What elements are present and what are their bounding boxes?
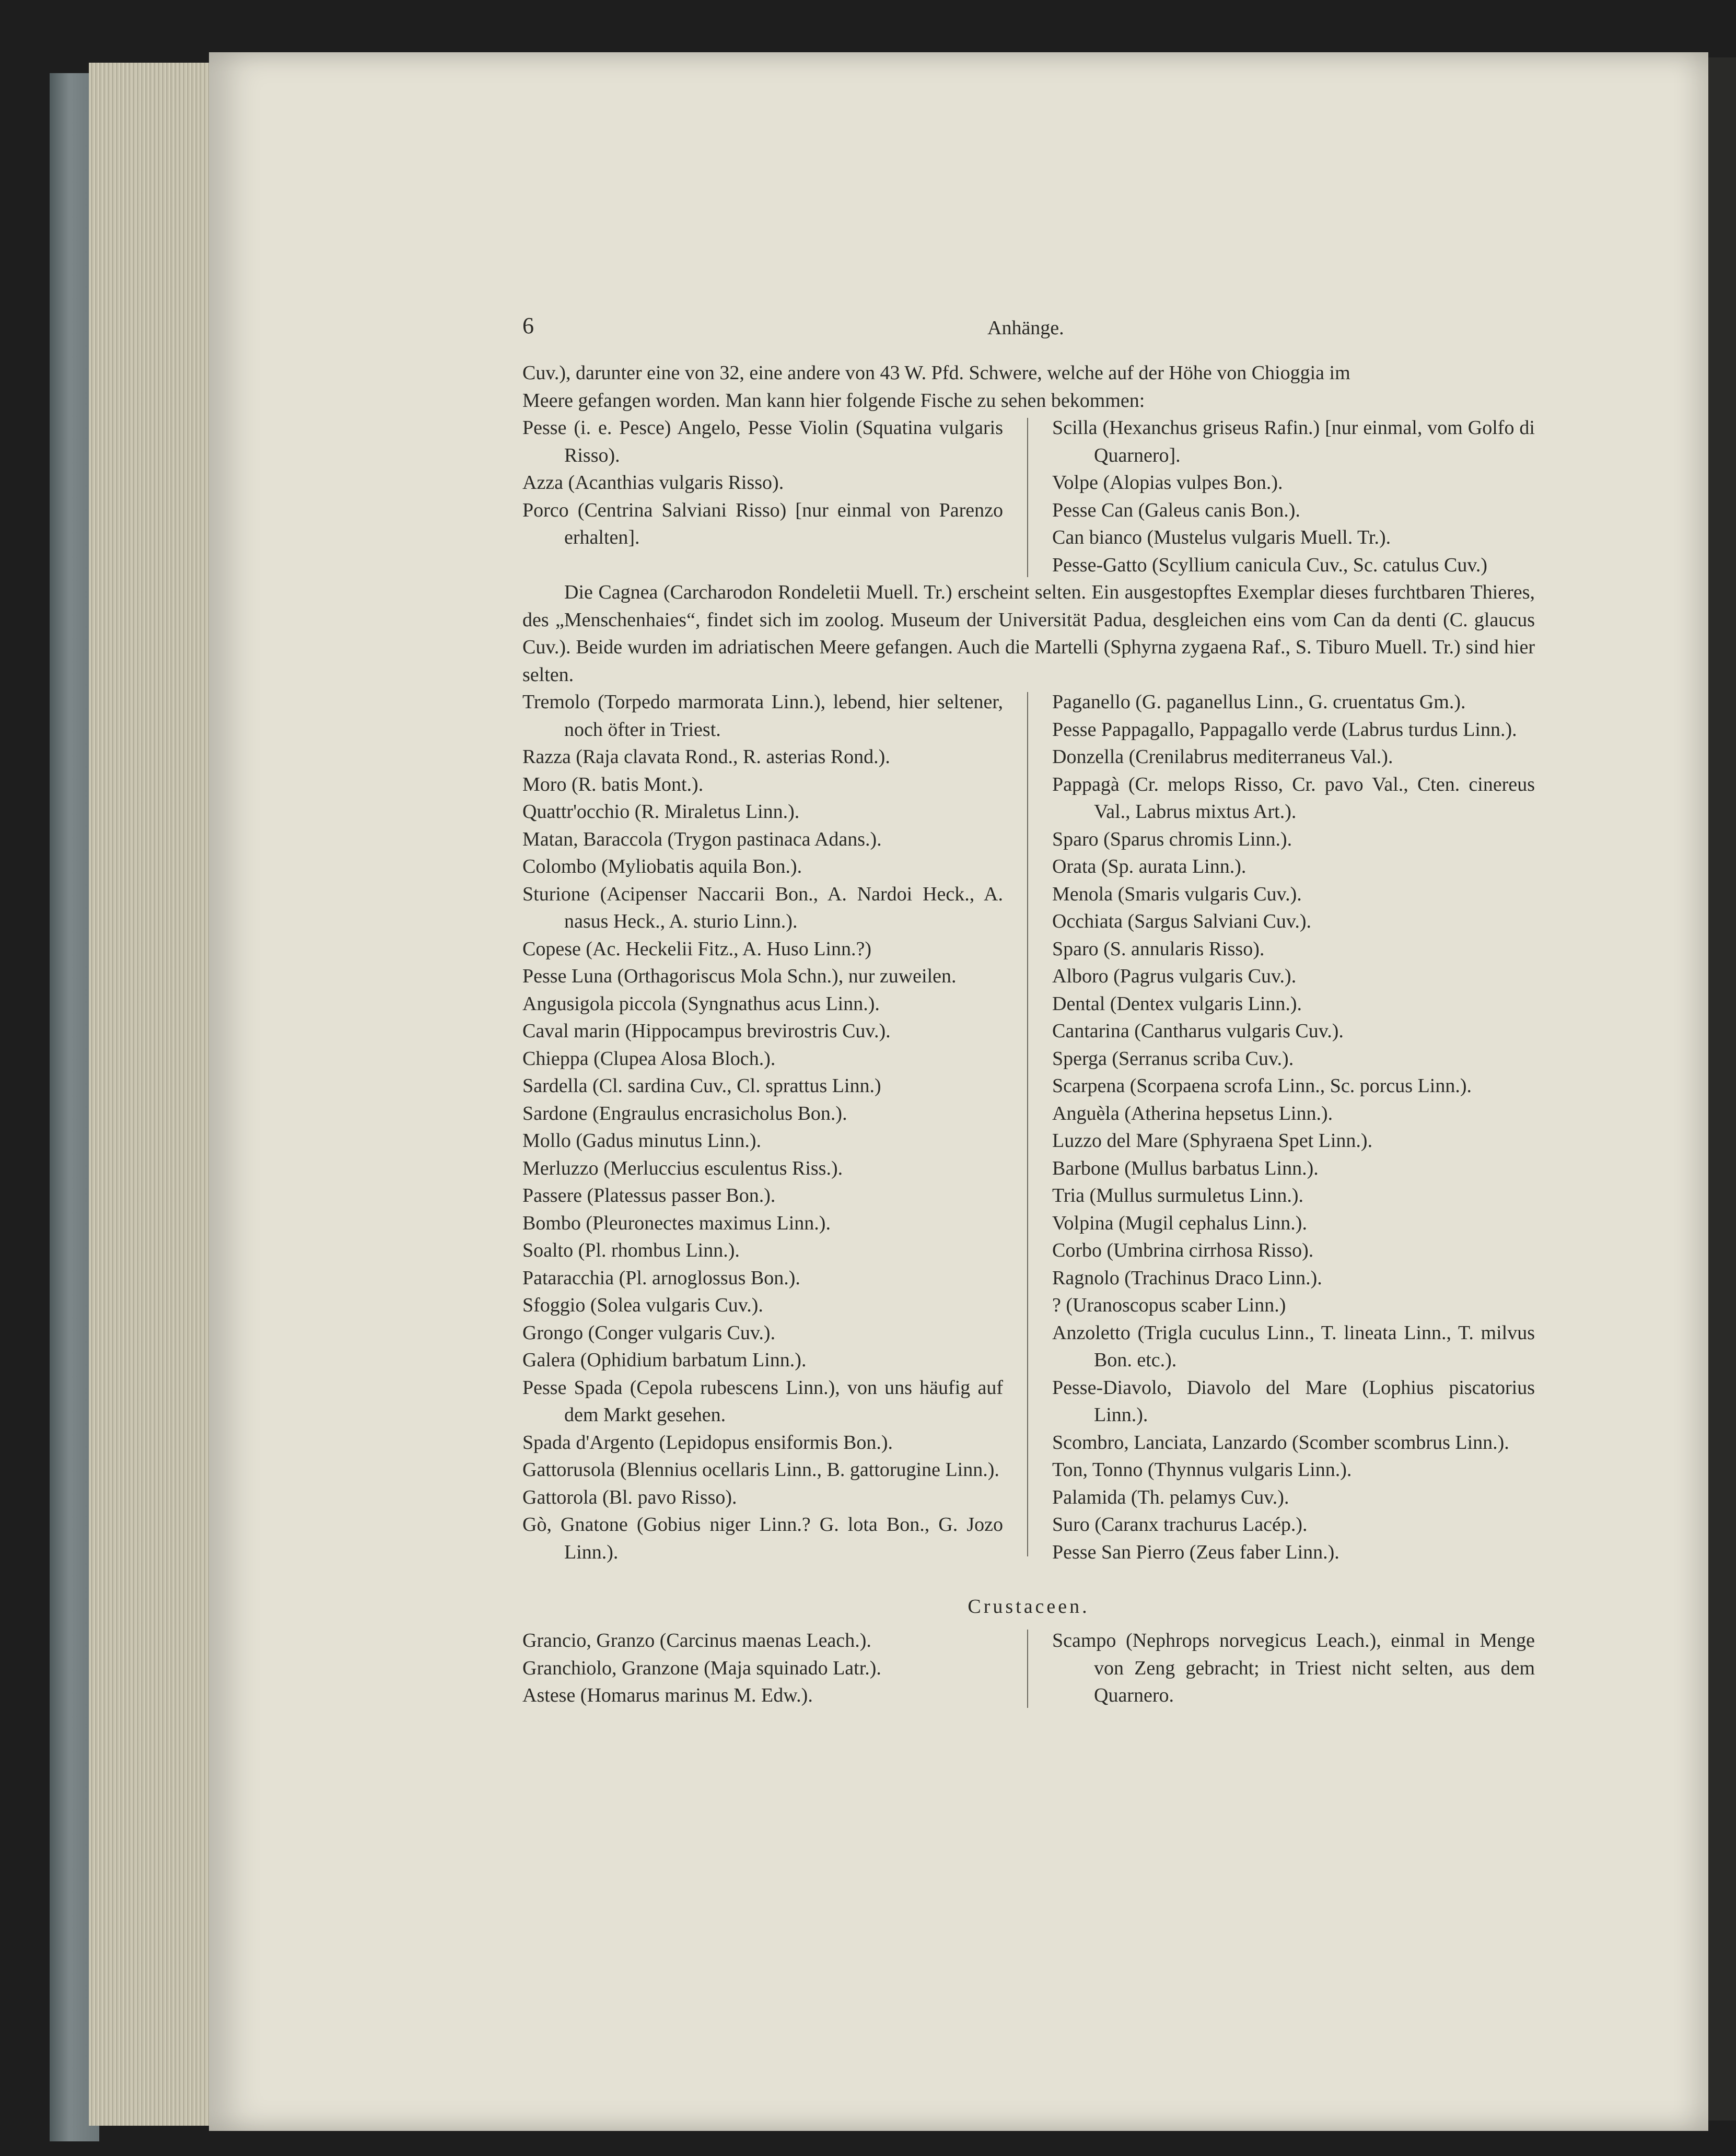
- list-item: Pesse-Gatto (Scyllium canicula Cuv., Sc. catulus Cuv.): [1052, 554, 1488, 576]
- list-item: Chieppa (Clupea Alosa Bloch.).: [522, 1047, 776, 1070]
- list-item: Copese (Ac. Heckelii Fitz., A. Huso Linn.?): [522, 938, 872, 960]
- list-item: Pesse Spada (Cepola rubescens Linn.), von uns häufig auf dem Markt gesehen.: [522, 1376, 1003, 1426]
- list-item: Grancio, Granzo (Carcinus maenas Leach.).: [522, 1630, 871, 1651]
- list-item: Sardella (Cl. sardina Cuv., Cl. sprattus Linn.): [522, 1075, 881, 1097]
- list-item: Sperga (Serranus scriba Cuv.).: [1052, 1047, 1294, 1070]
- list-item: ? (Uranoscopus scaber Linn.): [1052, 1294, 1286, 1316]
- list1-left-column: [522, 414, 1003, 552]
- list-item: Dental (Dentex vulgaris Linn.).: [1052, 992, 1302, 1015]
- list-item: Granchiolo, Granzone (Maja squinado Latr.).: [522, 1657, 881, 1679]
- list-item: Ragnolo (Trachinus Draco Linn.).: [1052, 1267, 1322, 1289]
- list-item: Paganello (G. paganellus Linn., G. cruentatus Gm.).: [1052, 691, 1466, 713]
- list-item: Colombo (Myliobatis aquila Bon.).: [522, 856, 802, 877]
- list-item: Caval marin (Hippocampus brevirostris Cuv.).: [522, 1020, 891, 1042]
- list-item: Barbone (Mullus barbatus Linn.).: [1052, 1157, 1319, 1179]
- list-item: Azza (Acanthias vulgaris Risso).: [522, 472, 784, 494]
- list2-left-column: [522, 688, 1003, 1566]
- list-item: Anguèla (Atherina hepsetus Linn.).: [1052, 1102, 1333, 1124]
- list-item: Spada d'Argento (Lepidopus ensiformis Bon.).: [522, 1431, 893, 1454]
- list-item: Quattr'occhio (R. Miraletus Linn.).: [522, 801, 800, 823]
- list-item: Bombo (Pleuronectes maximus Linn.).: [522, 1212, 831, 1234]
- list-item: Pesse (i. e. Pesce) Angelo, Pesse Violin (Squatina vulgaris Risso).: [522, 417, 1003, 466]
- list-item: Orata (Sp. aurata Linn.).: [1052, 856, 1246, 877]
- list-item: Moro (R. batis Mont.).: [522, 773, 704, 795]
- list-item: Tremolo (Torpedo marmorata Linn.), lebend, hier seltener, noch öfter in Triest.: [522, 691, 1003, 741]
- list-item: Mollo (Gadus minutus Linn.).: [522, 1130, 762, 1152]
- list-item: Alboro (Pagrus vulgaris Cuv.).: [1052, 965, 1297, 987]
- facing-page-edge: [1708, 57, 1736, 2120]
- list-item: Sparo (S. annularis Risso).: [1052, 938, 1265, 960]
- list-item: Pappagà (Cr. melops Risso, Cr. pavo Val., Cten. cinereus Val., Labrus mixtus Art.).: [1052, 773, 1535, 823]
- list2-right-column: [1052, 688, 1535, 1566]
- list-item: Angusigola piccola (Syngnathus acus Linn.).: [522, 992, 880, 1015]
- list-item: Suro (Caranx trachurus Lacép.).: [1052, 1514, 1308, 1536]
- list-item: Galera (Ophidium barbatum Linn.).: [522, 1349, 807, 1371]
- list-item: Sparo (Sparus chromis Linn.).: [1052, 828, 1292, 850]
- list-item: Menola (Smaris vulgaris Cuv.).: [1052, 883, 1302, 905]
- column-divider: [1027, 1630, 1028, 1708]
- list-item: Can bianco (Mustelus vulgaris Muell. Tr.).: [1052, 526, 1391, 548]
- list-item: Occhiata (Sargus Salviani Cuv.).: [1052, 910, 1312, 932]
- list-item: Pesse Can (Galeus canis Bon.).: [1052, 499, 1300, 521]
- section-heading-crustaceen: Crustaceen.: [968, 1596, 1090, 1618]
- list-item: Gattorusola (Blennius ocellaris Linn., B. gattorugine Linn.).: [522, 1459, 999, 1481]
- page-header: [522, 312, 1535, 344]
- list-item: Passere (Platessus passer Bon.).: [522, 1185, 776, 1206]
- list-item: Porco (Centrina Salviani Risso) [nur einmal von Parenzo erhalten].: [522, 499, 1003, 548]
- list-item: Razza (Raja clavata Rond., R. asterias Rond.).: [522, 746, 890, 768]
- list-item: Volpe (Alopias vulpes Bon.).: [1052, 472, 1283, 494]
- intro-line: Meere gefangen worden. Man kann hier folgende Fische zu sehen bekommen:: [522, 389, 1145, 412]
- list-item: Pesse-Diavolo, Diavolo del Mare (Lophius piscatorius Linn.).: [1052, 1376, 1535, 1426]
- intro-text: [522, 359, 1535, 414]
- list-item: Gò, Gnatone (Gobius niger Linn.? G. lota Bon., G. Jozo Linn.).: [522, 1514, 1003, 1563]
- page-number: 6: [522, 313, 534, 338]
- paragraph-cagnea: Die Cagnea (Carcharodon Rondeletii Muell. Tr.) erscheint selten. Ein ausgestopftes Exemplar dieses furchtbaren Thieres, des „Menschenhaies“, findet sich im zoolog. Museum der Universität Padua, desgleichen eins vom Can da denti (C. glaucus Cuv.). Beide wurden im adriatischen Meere gefangen. Auch die Martelli (Sphyrna zygaena Raf., S. Tiburo Muell. Tr.) sind hier selten.: [522, 581, 1535, 686]
- list-item: Donzella (Crenilabrus mediterraneus Val.).: [1052, 746, 1393, 768]
- list-item: Anzoletto (Trigla cuculus Linn., T. lineata Linn., T. milvus Bon. etc.).: [1052, 1321, 1535, 1371]
- crustacea-right-column: [1052, 1627, 1535, 1709]
- list-item: Volpina (Mugil cephalus Linn.).: [1052, 1212, 1307, 1234]
- list-item: Corbo (Umbrina cirrhosa Risso).: [1052, 1239, 1314, 1261]
- list-item: Sfoggio (Solea vulgaris Cuv.).: [522, 1294, 763, 1316]
- list-item: Pesse Pappagallo, Pappagallo verde (Labrus turdus Linn.).: [1052, 718, 1517, 741]
- list-item: Pesse Luna (Orthagoriscus Mola Schn.), nur zuweilen.: [522, 965, 957, 987]
- column-divider: [1027, 692, 1028, 1556]
- column-divider: [1027, 418, 1028, 577]
- list-item: Tria (Mullus surmuletus Linn.).: [1052, 1185, 1303, 1206]
- list-item: Merluzzo (Merluccius esculentus Riss.).: [522, 1157, 843, 1179]
- running-head: Anhänge.: [987, 317, 1064, 339]
- page-edges: [89, 63, 214, 2126]
- list-item: Soalto (Pl. rhombus Linn.).: [522, 1239, 740, 1261]
- crustacea-left-column: [522, 1627, 1003, 1709]
- list-item: Cantarina (Cantharus vulgaris Cuv.).: [1052, 1020, 1344, 1042]
- list-item: Grongo (Conger vulgaris Cuv.).: [522, 1321, 776, 1344]
- list-item: Gattorola (Bl. pavo Risso).: [522, 1486, 737, 1508]
- list-item: Ton, Tonno (Thynnus vulgaris Linn.).: [1052, 1459, 1352, 1481]
- list-item: Scampo (Nephrops norvegicus Leach.), einmal in Menge von Zeng gebracht; in Triest nicht selten, aus dem Quarnero.: [1052, 1630, 1535, 1706]
- list-item: Astese (Homarus marinus M. Edw.).: [522, 1684, 813, 1706]
- list-item: Pesse San Pierro (Zeus faber Linn.).: [1052, 1541, 1339, 1563]
- list-item: Matan, Baraccola (Trygon pastinaca Adans.).: [522, 828, 882, 850]
- list-item: Palamida (Th. pelamys Cuv.).: [1052, 1486, 1289, 1508]
- list-item: Scombro, Lanciata, Lanzardo (Scomber scombrus Linn.).: [1052, 1431, 1509, 1454]
- intro-line: Cuv.), darunter eine von 32, eine andere von 43 W. Pfd. Schwere, welche auf der Höhe von Chioggia im: [522, 362, 1350, 384]
- list-item: Sardone (Engraulus encrasicholus Bon.).: [522, 1102, 847, 1124]
- list-item: Scarpena (Scorpaena scrofa Linn., Sc. porcus Linn.).: [1052, 1075, 1472, 1097]
- list-item: Luzzo del Mare (Sphyraena Spet Linn.).: [1052, 1130, 1373, 1152]
- list-item: Scilla (Hexanchus griseus Rafin.) [nur einmal, vom Golfo di Quarnero].: [1052, 417, 1535, 466]
- list1-right-column: [1052, 414, 1535, 579]
- list-item: Sturione (Acipenser Naccarii Bon., A. Nardoi Heck., A. nasus Heck., A. sturio Linn.).: [522, 883, 1003, 932]
- list-item: Pataracchia (Pl. arnoglossus Bon.).: [522, 1267, 800, 1289]
